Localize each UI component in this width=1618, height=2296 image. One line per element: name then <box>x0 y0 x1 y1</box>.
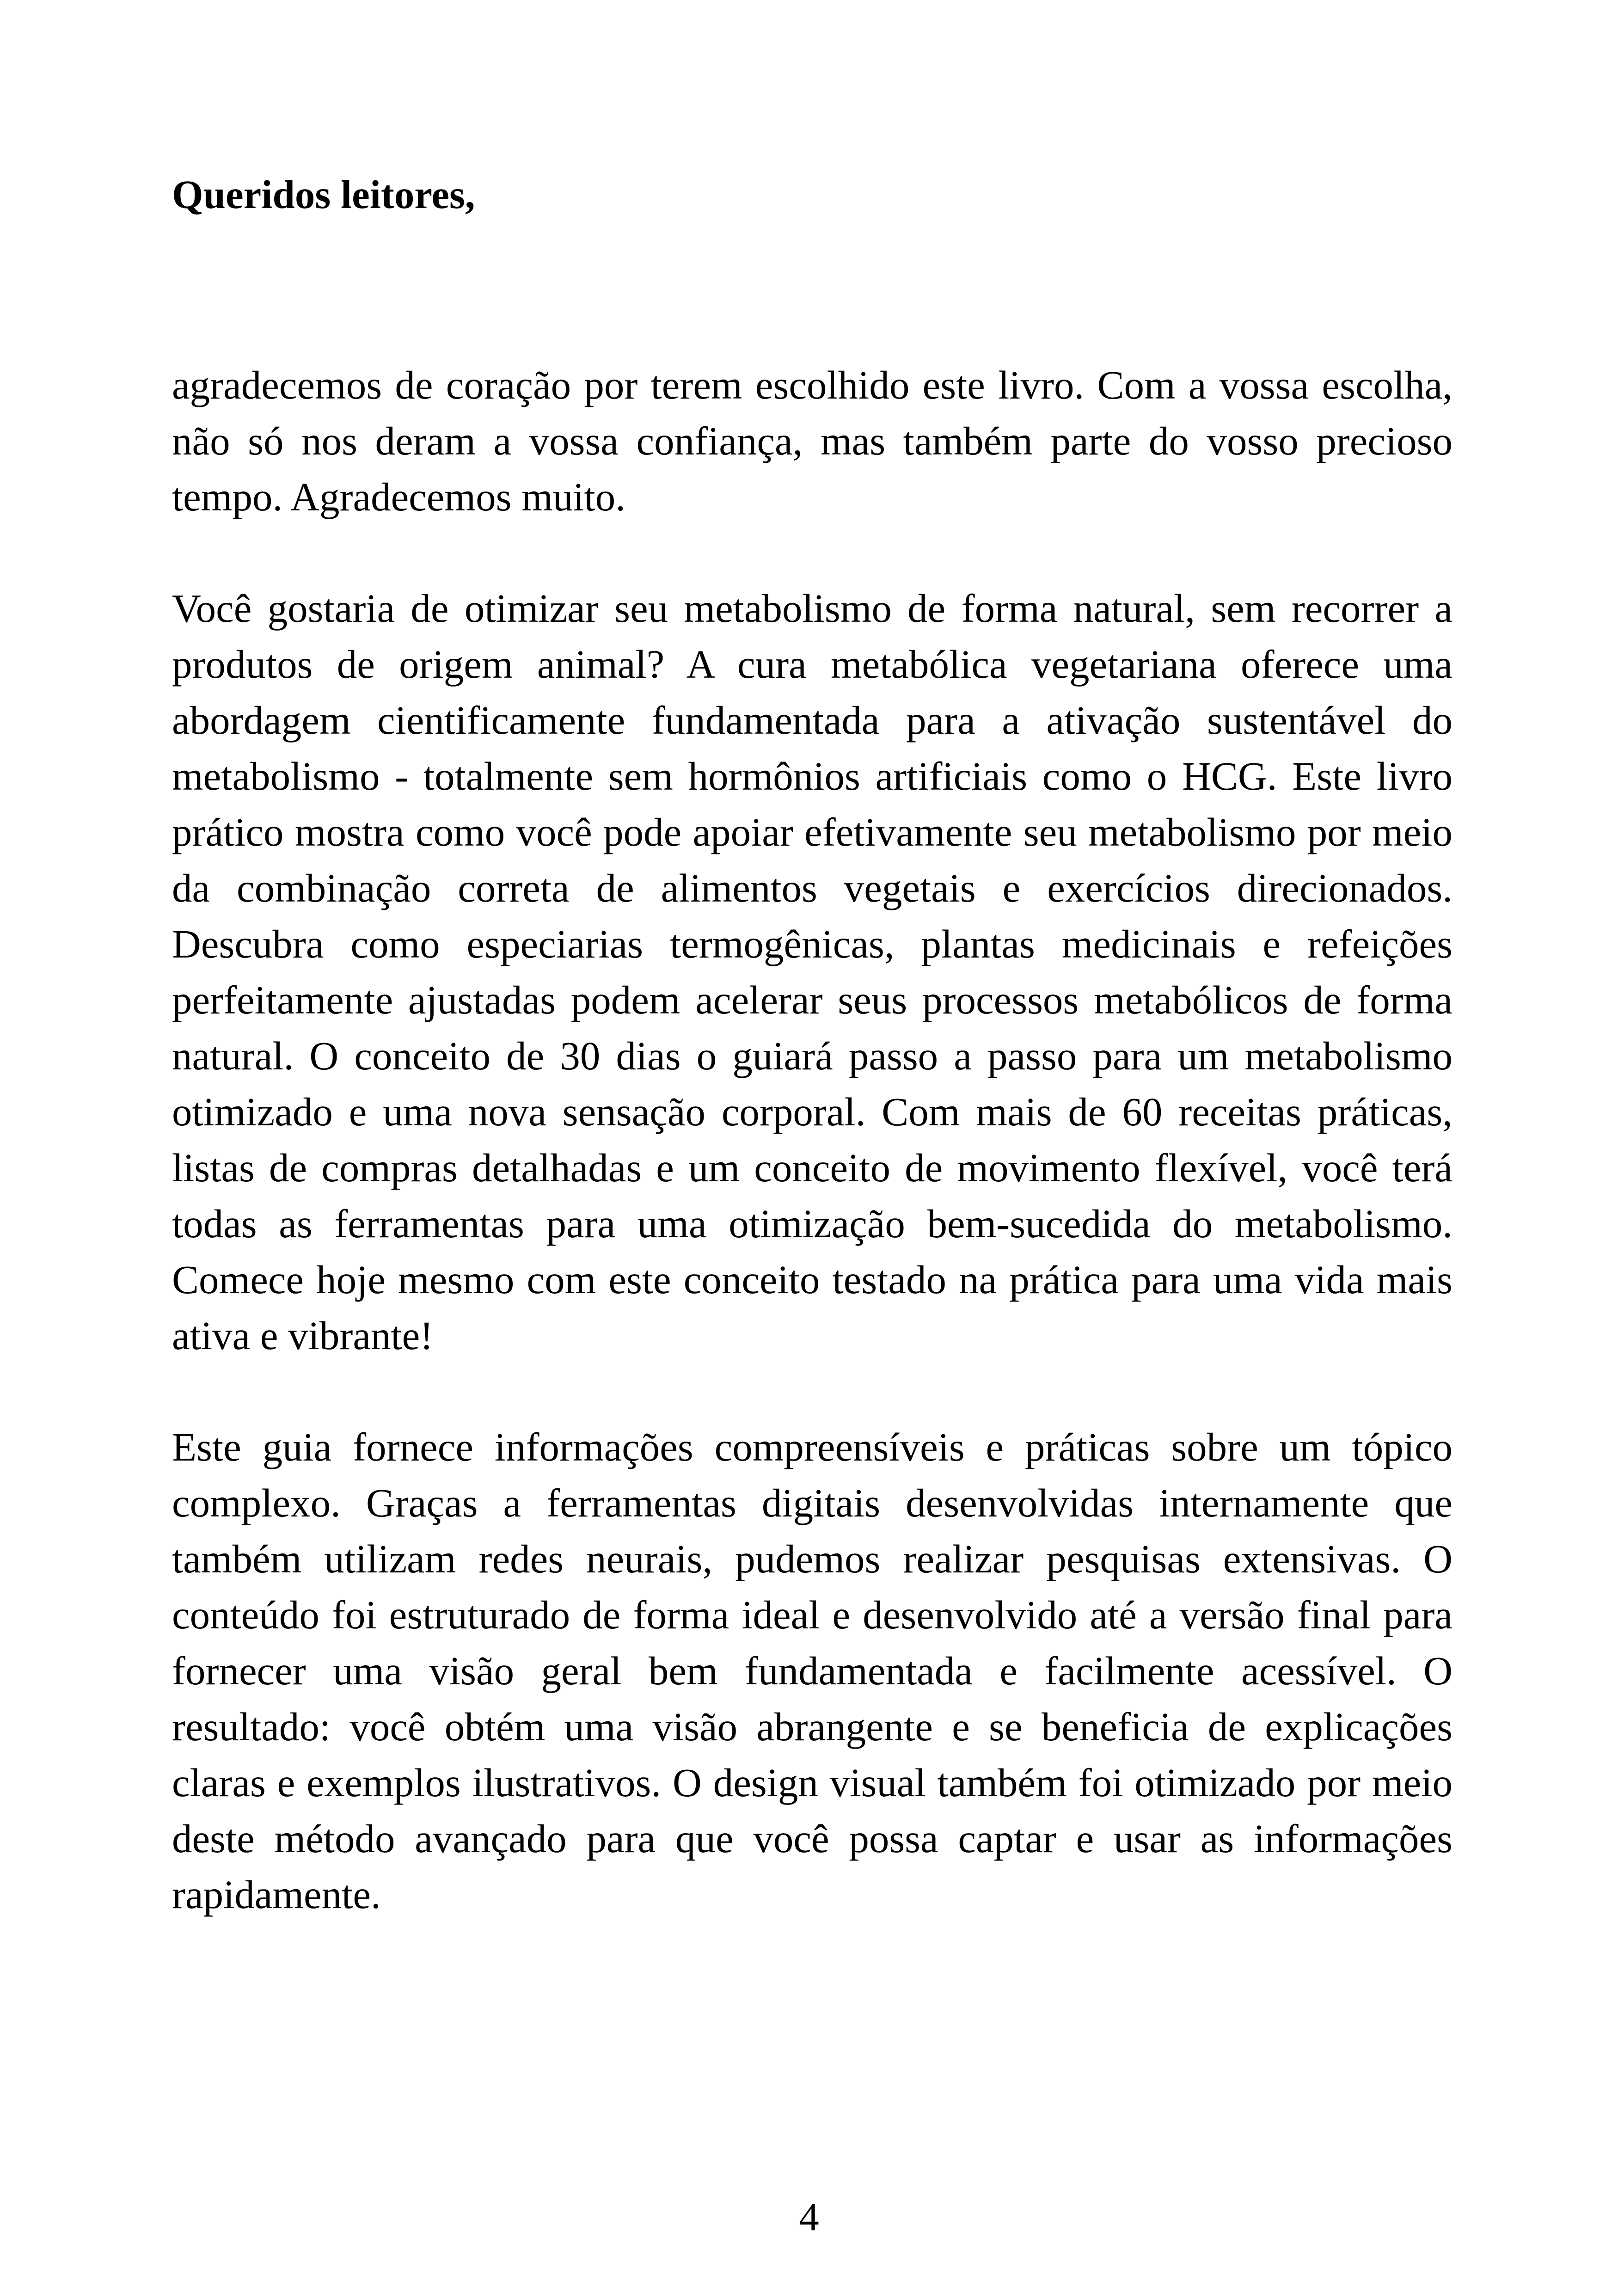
paragraph-thanks: agradecemos de coração por terem escolhido este livro. Com a vossa escolha, não só nos deram a vossa confiança, mas também parte do vosso precioso tempo. Agradecemos muito. <box>172 362 1453 519</box>
page-content <box>172 166 1453 1978</box>
paragraph-book-description: Você gostaria de otimizar seu metabolismo de forma natural, sem recorrer a produtos de origem animal? A cura metabólica vegetariana oferece uma abordagem cientificamente fundamentada para a ativação sustentável do metabolismo - totalmente sem hormônios artificiais como o HCG. Este livro prático mostra como você pode apoiar efetivamente seu metabolismo por meio da combinação correta de alimentos vegetais e exercícios direcionados. Descubra como especiarias termogênicas, plantas medicinais e refeições perfeitamente ajustadas podem acelerar seus processos metabólicos de forma natural. O conceito de 30 dias o guiará passo a passo para um metabolismo otimizado e uma nova sensação corporal. Com mais de 60 receitas práticas, listas de compras detalhadas e um conceito de movimento flexível, você terá todas as ferramentas para uma otimização bem-sucedida do metabolismo. Comece hoje mesmo com este conceito testado na prática para uma vida mais ativa e vibrante! <box>172 586 1453 1358</box>
page-number: 4 <box>799 2194 819 2239</box>
paragraph-guide-method: Este guia fornece informações compreensíveis e práticas sobre um tópico complexo. Graças a ferramentas digitais desenvolvidas internamente que também utilizam redes neurais, pudemos realizar pesquisas extensivas. O conteúdo foi estruturado de forma ideal e desenvolvido até a versão final para fornecer uma visão geral bem fundamentada e facilmente acessível. O resultado: você obtém uma visão abrangente e se beneficia de explicações claras e exemplos ilustrativos. O design visual também foi otimizado por meio deste método avançado para que você possa captar e usar as informações rapidamente. <box>172 1424 1453 1917</box>
greeting-heading: Queridos leitores, <box>172 172 475 217</box>
